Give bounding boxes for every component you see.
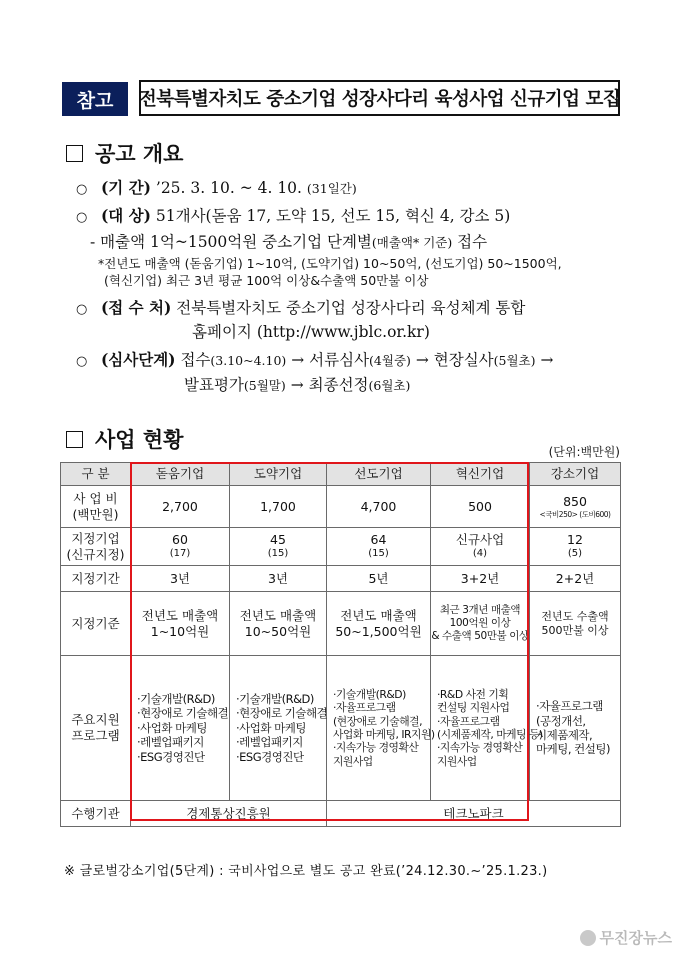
program-item: ·자율프로그램 [536,699,603,714]
row-label: 지정기간 [61,566,131,592]
process-step-final: → 최종선정 [290,376,369,394]
table-cell: 2,700 [131,486,230,528]
table-cell [327,528,431,566]
table-row-budget [61,486,621,528]
program-item: ·ESG경영진단 [137,749,205,764]
cell-sub: (5) [567,548,583,560]
program-item: ·기술개발(R&D) [137,692,215,707]
cell-line: 100억원 이상 [449,616,511,629]
cell-value: 60 [172,532,188,548]
watermark-text: 무진장뉴스 [599,929,672,947]
cell-line: 전년도 매출액 [239,607,317,623]
table-cell [431,592,530,656]
table-row-count [61,528,621,566]
cell-value: 45 [270,532,286,548]
cell-sub: (15) [368,548,389,560]
cell-value: 850 [563,494,587,509]
process-note: (3.10~4.10) [210,353,287,368]
circle-bullet-icon: ○ [76,182,88,197]
process-note: (5월초) [493,353,536,368]
process-note: (5월말) [243,378,286,393]
target-sub-small: (매출액* 기준) [371,235,453,250]
period-value: ’25. 3. 10. ~ 4. 10. [155,179,302,197]
program-item: 지원사업 [333,754,373,768]
table-cell: 1,700 [230,486,327,528]
target-sub-text: - 매출액 1억~1500억원 중소기업 단계별 [90,233,372,251]
table-row-programs [61,656,621,801]
cell-value: 12 [567,532,583,548]
table-cell [327,592,431,656]
program-item: ·지속가능 경영확산 [333,741,419,755]
cell-sub: (17) [169,548,191,560]
unit-label: (단위:백만원) [548,445,620,459]
cell-line: 전년도 수출액 [541,609,609,623]
table-cell [431,528,530,566]
circle-bullet-icon: ○ [76,354,88,369]
target-sub-line [90,230,487,252]
row-label-sub: (신규지정) [66,546,125,562]
program-item: ·사업화 마케팅 [236,720,306,735]
where-url-line: 홈페이지 (http://www.jblc.or.kr) [192,323,430,341]
program-item: ·지속가능 경영확산 [437,741,523,755]
program-item: ·현장애로 기술해결 [236,706,328,721]
cell-line: 1~10억원 [150,623,210,639]
watermark [580,927,672,948]
col-header: 선도기업 [327,463,431,486]
program-item: ·R&D 사전 기획 [437,687,509,701]
row-label-text: 주요지원 [71,712,120,728]
cell-line: 50~1,500억원 [335,623,422,639]
table-cell: 3년 [230,566,327,592]
row-label [61,528,131,566]
cell-line: 500만불 이상 [541,623,609,637]
table-cell [131,528,230,566]
where-label: (접 수 처) [100,298,172,317]
table-header-row [61,463,621,486]
table-cell [131,656,230,801]
target-note-2: (혁신기업) 최근 3년 평균 100억 이상&수출액 50만불 이상 [104,273,429,288]
program-item: 시제품제작, [536,728,593,742]
row-label-sub: 프로그램 [71,728,120,743]
circle-bullet-icon: ○ [76,302,88,317]
target-line [76,204,510,226]
where-line [76,296,525,318]
program-item: ·기술개발(R&D) [236,692,314,707]
table-cell [131,592,230,656]
period-label: (기 간) [100,178,151,197]
table-cell: 3년 [131,566,230,592]
page-title: 전북특별자치도 중소기업 성장사다리 육성사업 신규기업 모집 [139,80,620,116]
program-item: (현장애로 기술해결, [333,714,423,728]
circle-bullet-icon: ○ [76,210,88,225]
where-value: 전북특별자치도 중소기업 성장사다리 육성체계 통합 [176,299,526,317]
program-item: 마케팅, 컨설팅) [536,742,610,757]
cell-line: 전년도 매출액 [340,607,417,623]
target-label: (대 상) [100,206,151,225]
table-cell: 500 [431,486,530,528]
section2-heading [66,424,183,454]
program-item: (시제품제작, 마케팅 등) [437,728,543,741]
program-item: ·레벨업패키지 [236,735,303,750]
cell-value: 신규사업 [455,532,505,548]
cell-line: 10~50억원 [244,623,312,639]
cell-sub: <국비250> (도비600) [539,509,611,519]
arrow-icon: → [540,351,554,369]
row-label: 지정기준 [61,592,131,656]
process-step-site: → 현장실사 [415,351,494,369]
process-step-presentation: 발표평가 [184,376,244,394]
process-step-document: → 서류심사 [291,351,370,369]
row-label: 수행기관 [61,801,131,827]
table-cell: 3+2년 [431,566,530,592]
process-note: (4월중) [369,353,411,368]
program-item: (공정개선, [536,713,586,728]
table-row-period [61,566,621,592]
process-note: (6월초) [368,378,411,393]
section1-heading-text: 공고 개요 [95,142,184,166]
table-cell: 2+2년 [530,566,621,592]
checkbox-square-icon [66,431,83,448]
col-header: 도약기업 [230,463,327,486]
program-item: 사업화 마케팅, IR지원) [333,728,435,741]
program-item: 컨설팅 지원사업 [437,701,510,715]
table-cell: 4,700 [327,486,431,528]
program-item: ·자율프로그램 [333,701,396,715]
col-header: 혁신기업 [431,463,530,486]
program-item: ·사업화 마케팅 [137,720,207,735]
table-cell [230,528,327,566]
table-cell [327,656,435,801]
process-label: (심사단계) [100,350,176,369]
table-row-agency [61,801,621,827]
business-status-table [60,462,621,827]
program-item: ·ESG경영진단 [236,749,304,764]
target-note-1: *전년도 매출액 (돋움기업) 1~10억, (도약기업) 10~50억, (선도기업) 50~1500억, [98,256,562,271]
target-sub-text2: 접수 [452,233,488,251]
cell-line: & 수출액 50만불 이상 [431,630,529,643]
table-cell: 테크노파크 [327,801,621,827]
program-item: ·현장애로 기술해결 [137,706,229,721]
row-label-sub: (백만원) [72,506,119,522]
table-cell: 경제통상진흥원 [131,801,327,827]
cell-line: 최근 3개년 매출액 [439,603,521,616]
row-label-text: 지정기업 [71,530,120,546]
program-item: ·자율프로그램 [437,714,500,728]
cell-sub: (4) [472,548,488,560]
table-cell [530,592,621,656]
cell-sub: (15) [267,548,289,560]
period-note: (31일간) [306,181,357,196]
col-header: 구 분 [61,463,131,486]
col-header: 돋움기업 [131,463,230,486]
table-row-criteria [61,592,621,656]
period-line [76,176,357,198]
table-cell [530,486,621,528]
title-tag: 참고 [62,82,128,116]
program-item: ·기술개발(R&D) [333,687,406,701]
row-label [61,486,131,528]
target-value: 51개사(돋움 17, 도약 15, 선도 15, 혁신 4, 강소 5) [155,207,511,225]
table-cell [431,656,543,801]
cell-line: 전년도 매출액 [141,607,219,623]
col-header: 강소기업 [530,463,621,486]
table-cell: 5년 [327,566,431,592]
section2-heading-text: 사업 현황 [95,428,184,452]
table-cell [230,656,327,801]
process-line-1 [76,348,553,370]
program-item: 지원사업 [437,754,477,768]
watermark-logo-icon [580,930,596,946]
program-item: ·레벨업패키지 [137,735,204,750]
row-label [61,656,131,801]
table-cell [530,656,621,801]
process-line-2 [184,373,410,395]
section1-heading [66,138,183,168]
table-cell [230,592,327,656]
process-step-receive: 접수 [180,351,211,369]
table-cell [530,528,621,566]
checkbox-square-icon [66,145,83,162]
cell-value: 64 [370,532,387,548]
row-label-text: 사 업 비 [73,490,118,506]
footnote: ※ 글로벌강소기업(5단계) : 국비사업으로 별도 공고 완료(’24.12.30.~’25.1.23.) [64,864,548,879]
